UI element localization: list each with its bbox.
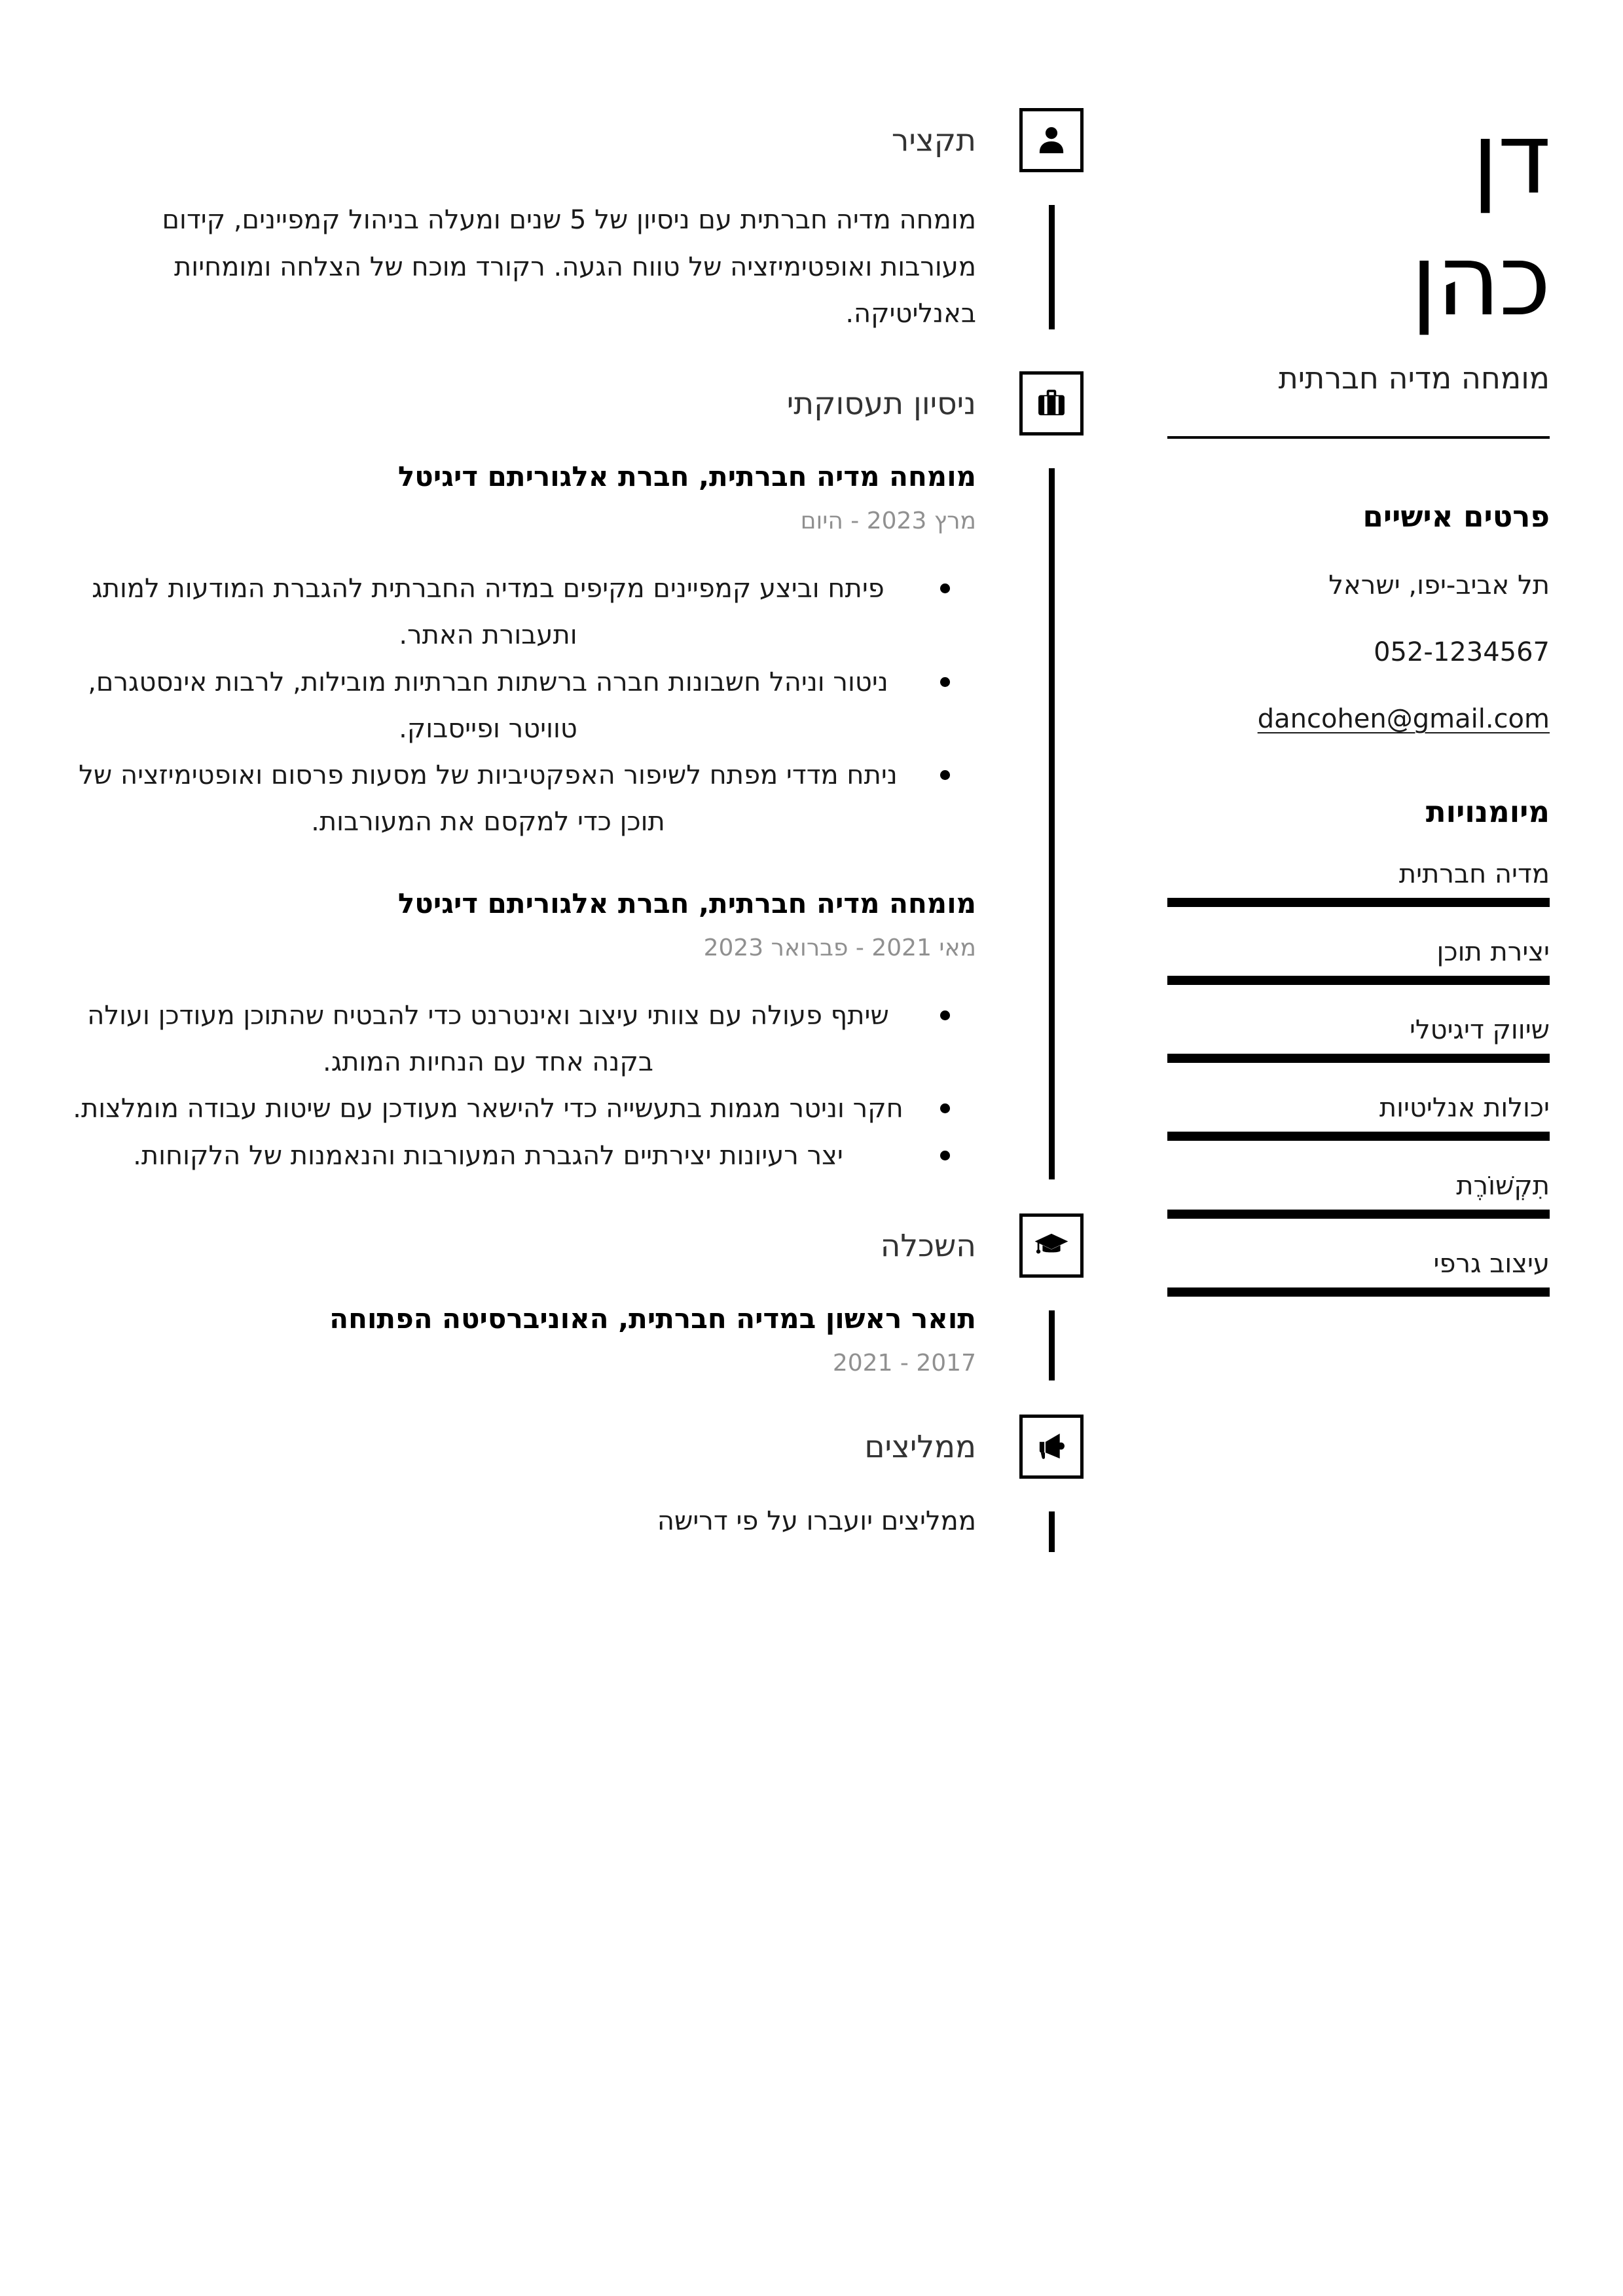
job-bullet xyxy=(62,993,976,1086)
job-entry xyxy=(62,886,976,1179)
skills-list xyxy=(1167,859,1550,1297)
references-heading: ממליצים xyxy=(864,1428,976,1465)
education-heading: השכלה xyxy=(880,1227,976,1264)
skill-level-bar xyxy=(1167,898,1550,907)
job-bullet-text: פיתח וביצע קמפיינים מקיפים במדיה החברתית להגברת המודעות למותג ותעבורת האתר. xyxy=(92,574,884,651)
briefcase-icon xyxy=(1019,371,1084,435)
main-content xyxy=(62,108,1084,1665)
email-link[interactable]: dancohen@gmail.com xyxy=(1257,704,1550,734)
first-name: דן xyxy=(1472,102,1550,216)
job-title: מומחה מדיה חברתית, חברת אלגוריתם דיגיטל xyxy=(397,887,976,920)
skill-level-bar xyxy=(1167,976,1550,985)
education-dates-row xyxy=(62,1346,976,1380)
job-bullet xyxy=(62,566,976,659)
skill-level-bar xyxy=(1167,1210,1550,1219)
references-content xyxy=(62,1415,976,1631)
email-row xyxy=(1167,704,1550,734)
job-dates: מרץ 2023 - היום xyxy=(800,507,976,534)
timeline-line xyxy=(1049,1511,1055,1552)
candidate-title: מומחה מדיה חברתית xyxy=(1278,360,1550,396)
phone-text: 052-1234567 xyxy=(1374,637,1550,667)
job-bullet-text: יצר רעיונות יצירתיים להגברת המעורבות והנאמנות של הלקוחות. xyxy=(133,1140,843,1171)
skill-item xyxy=(1167,859,1550,907)
skill-item xyxy=(1167,1249,1550,1297)
megaphone-icon xyxy=(1019,1415,1084,1479)
section-references xyxy=(62,1415,1084,1631)
timeline-column xyxy=(1019,1213,1084,1380)
skill-item xyxy=(1167,1171,1550,1219)
timeline-line xyxy=(1049,205,1055,329)
job-bullet-text: ניטור וניהל חשבונות חברה ברשתות חברתיות מובילות, לרבות אינסטגרם, טוויטר ופייסבוק. xyxy=(88,667,888,744)
references-text: ממליצים יועברו על פי דרישה xyxy=(657,1506,976,1537)
job-bullet xyxy=(62,1133,976,1179)
skills-heading: מיומנויות xyxy=(1425,794,1550,829)
timeline-column xyxy=(1019,108,1084,337)
graduation-cap-icon xyxy=(1019,1213,1084,1278)
job-bullets xyxy=(62,993,976,1179)
job-dates: מאי 2021 - פברואר 2023 xyxy=(703,934,976,961)
jobs-list xyxy=(62,459,976,1179)
skill-name: יכולות אנליטיות xyxy=(1379,1093,1550,1123)
skill-item xyxy=(1167,1015,1550,1063)
section-education xyxy=(62,1213,1084,1380)
summary-text: מומחה מדיה חברתית עם ניסיון של 5 שנים ומעלה בניהול קמפיינים, קידום מעורבות ואופטימיזציה של טווח הגעה. רקורד מוכח של הצלחה ומומחיות באנליטיקה. xyxy=(162,205,976,329)
last-name: כהן xyxy=(1410,224,1550,338)
person-icon xyxy=(1019,108,1084,172)
candidate-name xyxy=(1167,98,1550,342)
skill-level-bar xyxy=(1167,1054,1550,1063)
section-summary xyxy=(62,108,1084,337)
skill-item xyxy=(1167,1093,1550,1141)
section-experience xyxy=(62,371,1084,1179)
timeline-line xyxy=(1049,1310,1055,1380)
timeline-line xyxy=(1049,468,1055,1179)
degree-title: תואר ראשון במדיה חברתית, האוניברסיטה הפתוחה xyxy=(329,1303,976,1335)
skill-item xyxy=(1167,937,1550,985)
job-bullet-text: חקר וניטר מגמות בתעשייה כדי להישאר מעודכן עם שיטות עבודה מומלצות. xyxy=(73,1094,903,1124)
job-bullets xyxy=(62,566,976,845)
summary-heading: תקציר xyxy=(891,122,976,158)
skill-name: שיווק דיגיטלי xyxy=(1409,1015,1550,1045)
skill-level-bar xyxy=(1167,1287,1550,1297)
education-dates: 2017 - 2021 xyxy=(832,1349,976,1377)
skill-level-bar xyxy=(1167,1132,1550,1141)
skill-name: יצירת תוכן xyxy=(1436,937,1550,967)
job-bullet xyxy=(62,659,976,752)
job-title: מומחה מדיה חברתית, חברת אלגוריתם דיגיטל xyxy=(397,460,976,493)
job-bullet-text: שיתף פעולה עם צוותי עיצוב ואינטרנט כדי להבטיח שהתוכן מעודכן ועולה בקנה אחד עם הנחיות המותג. xyxy=(87,1001,889,1078)
sidebar xyxy=(1167,98,1550,1297)
job-bullet xyxy=(62,1086,976,1132)
job-bullet xyxy=(62,752,976,845)
summary-content xyxy=(62,108,976,337)
timeline-column xyxy=(1019,371,1084,1179)
skill-name: עיצוב גרפי xyxy=(1433,1249,1550,1279)
sidebar-divider xyxy=(1167,436,1550,439)
education-content xyxy=(62,1213,976,1380)
personal-details-heading: פרטים אישיים xyxy=(1362,499,1550,534)
job-dates-row xyxy=(62,504,976,538)
skill-name: תִקְשׁוֹרֶת xyxy=(1456,1171,1550,1201)
experience-content xyxy=(62,371,976,1179)
skill-name: מדיה חברתית xyxy=(1398,859,1550,889)
job-entry xyxy=(62,459,976,845)
experience-heading: ניסיון תעסוקתי xyxy=(786,385,976,422)
job-dates-row xyxy=(62,931,976,965)
job-bullet-text: ניתח מדדי מפתח לשיפור האפקטיביות של מסעות פרסום ואופטימיזציה של תוכן כדי למקסם את המעורבות. xyxy=(79,760,898,838)
timeline-column xyxy=(1019,1415,1084,1631)
location-text: תל אביב-יפו, ישראל xyxy=(1328,570,1550,601)
